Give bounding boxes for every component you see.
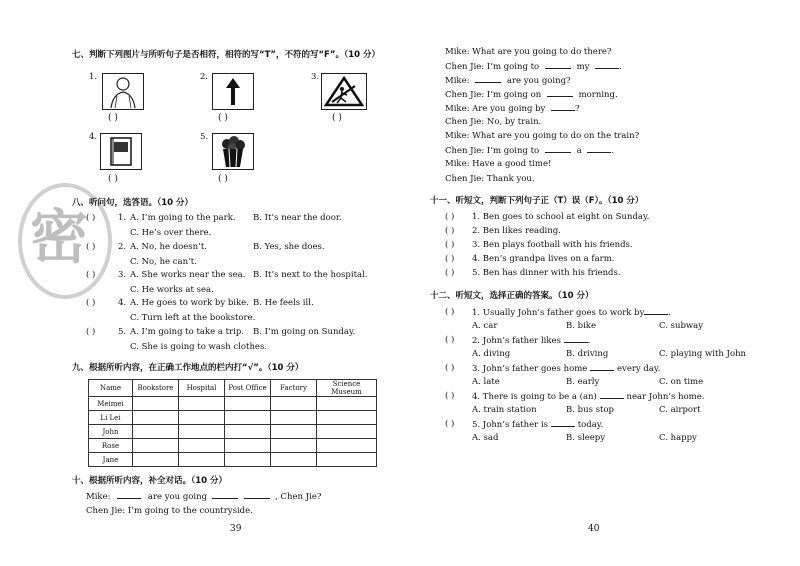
dialogue-text: .	[619, 62, 622, 72]
table-row	[89, 453, 377, 467]
option-c: C. airport	[659, 405, 701, 415]
table-header-row	[89, 380, 377, 397]
option-c: C. No, he can’t.	[130, 257, 197, 267]
option-a: A. She works near the sea.	[130, 270, 246, 280]
option-a: A. I’m going to the park.	[130, 213, 236, 223]
statement-text: 3. Ben plays football with his friends.	[472, 240, 633, 250]
check-cell[interactable]	[179, 425, 225, 439]
option-b: B. early	[566, 377, 600, 387]
dialogue-line: Mike: Have a good time!	[445, 159, 552, 169]
check-cell[interactable]	[317, 425, 377, 439]
blank[interactable]	[644, 307, 668, 315]
blank[interactable]	[551, 103, 575, 111]
row-name: Rose	[89, 439, 133, 453]
option-b: B. I’m going on Sunday.	[253, 327, 356, 337]
answer-paren[interactable]: ( )	[86, 298, 96, 308]
blank[interactable]	[595, 61, 619, 69]
check-cell[interactable]	[271, 411, 317, 425]
stem-text: 2. John’s father likes	[472, 336, 561, 346]
picture-5-number: 5.	[200, 132, 209, 142]
check-cell[interactable]	[271, 439, 317, 453]
header-cell: Post Office	[225, 380, 271, 397]
check-cell[interactable]	[179, 439, 225, 453]
row-name: John	[89, 425, 133, 439]
section-9-title: 九、根据所听内容，在正确工作地点的栏内打“√”。（10 分）	[72, 363, 304, 373]
section-7-title: 七、判断下列图片与所听句子是否相符，相符的写“T”，不符的写“F”。（10 分）	[72, 50, 380, 60]
blank[interactable]	[244, 491, 270, 499]
picture-3-number: 3.	[311, 72, 320, 82]
question-number: 2.	[118, 242, 127, 252]
dialogue-text: Chen Jie: I’m going to	[445, 146, 540, 156]
table-row	[89, 397, 377, 411]
answer-paren[interactable]: ( )	[445, 419, 455, 429]
blank[interactable]	[551, 419, 575, 427]
question-stem	[472, 419, 603, 430]
picture-2-number: 2.	[200, 72, 209, 82]
check-cell[interactable]	[225, 411, 271, 425]
dialogue-text: .	[611, 146, 615, 156]
stem-end: near John’s home.	[626, 392, 705, 402]
check-cell[interactable]	[317, 439, 377, 453]
person-icon	[103, 74, 143, 109]
option-b: B. bike	[566, 321, 596, 331]
dialogue-line: Chen Jie: Thank you.	[445, 174, 535, 184]
question-number: 4.	[118, 298, 127, 308]
option-a: A. I’m going to take a trip.	[130, 327, 244, 337]
check-cell[interactable]	[179, 453, 225, 467]
section-10-title: 十、根据所听内容，补全对话。（10 分）	[72, 476, 228, 486]
dialogue-text: are you going?	[506, 76, 571, 86]
option-a: A. He goes to work by bike.	[130, 298, 249, 308]
popcorn-icon	[213, 134, 253, 169]
stem-text: 5. John’s father is	[472, 420, 549, 430]
picture-2-answer[interactable]: ( )	[218, 113, 228, 123]
section-12-title: 十二、听短文，选择正确的答案。（10 分）	[430, 291, 594, 301]
question-number: 1.	[118, 213, 127, 223]
answer-paren[interactable]: ( )	[445, 391, 455, 401]
blank[interactable]	[117, 491, 141, 499]
question-stem	[472, 363, 660, 374]
blank[interactable]	[587, 145, 611, 153]
blank[interactable]	[545, 61, 571, 69]
row-name: Meimei	[89, 397, 133, 411]
stem-text: 1. Usually John’s father goes to work by	[472, 308, 645, 318]
check-cell[interactable]	[133, 411, 179, 425]
blank[interactable]	[590, 363, 614, 371]
check-cell[interactable]	[317, 411, 377, 425]
option-a: A. No, he doesn’t.	[130, 242, 207, 252]
header-cell: Name	[89, 380, 133, 397]
option-c: C. Turn left at the bookstore.	[130, 313, 256, 323]
page-number-right: 40	[588, 524, 600, 534]
option-a: A. diving	[472, 349, 511, 359]
dialogue-line: Chen Jie: No, by train.	[445, 117, 542, 127]
dialogue-line	[445, 103, 580, 114]
dialogue-text: a	[576, 146, 582, 156]
stem-end: .	[587, 336, 591, 346]
dialogue-line	[445, 145, 614, 156]
picture-5-answer[interactable]: ( )	[218, 174, 228, 184]
blank[interactable]	[545, 145, 571, 153]
check-cell[interactable]	[271, 397, 317, 411]
option-b: B. bus stop	[566, 405, 614, 415]
check-cell[interactable]	[133, 425, 179, 439]
statement-text: 1. Ben goes to school at eight on Sunday.	[472, 212, 650, 222]
check-cell[interactable]	[179, 411, 225, 425]
option-a: A. train station	[472, 405, 537, 415]
answer-paren[interactable]: ( )	[445, 226, 455, 236]
row-name: Jane	[89, 453, 133, 467]
statement-text: 2. Ben likes reading.	[472, 226, 561, 236]
option-c: C. happy	[659, 433, 697, 443]
dialogue-text: my	[576, 62, 590, 72]
option-c: C. He’s over there.	[130, 228, 212, 238]
picture-1-number: 1.	[89, 72, 98, 82]
check-cell[interactable]	[271, 453, 317, 467]
dialogue-line-1	[86, 491, 321, 502]
question-stem	[472, 335, 590, 346]
question-number: 5.	[118, 327, 127, 337]
statement-text: 4. Ben’s grandpa lives on a farm.	[472, 254, 615, 264]
option-b: B. He feels ill.	[253, 298, 314, 308]
dialogue-text: ?	[575, 104, 580, 114]
check-cell[interactable]	[271, 425, 317, 439]
dialogue-text: , Chen Jie?	[275, 492, 322, 502]
option-a: A. car	[472, 321, 498, 331]
picture-2	[212, 73, 254, 110]
statement-text: 5. Ben has dinner with his friends.	[472, 268, 621, 278]
dialogue-line: Mike: What are you going to do on the train?	[445, 131, 640, 141]
stem-end: every day.	[617, 364, 661, 374]
dialogue-text: are you going	[147, 492, 208, 502]
header-cell: Factory	[271, 380, 317, 397]
option-c: C. on time	[659, 377, 704, 387]
answer-paren[interactable]: ( )	[445, 363, 455, 373]
table-row	[89, 425, 377, 439]
picture-1	[102, 73, 144, 110]
answer-paren[interactable]: ( )	[445, 254, 455, 264]
dialogue-line	[445, 75, 571, 86]
row-name: Li Lei	[89, 411, 133, 425]
blank[interactable]	[600, 391, 624, 399]
answer-paren[interactable]: ( )	[445, 335, 455, 345]
blank[interactable]	[212, 491, 238, 499]
answer-paren[interactable]: ( )	[86, 242, 96, 252]
check-cell[interactable]	[317, 397, 377, 411]
dialogue-line: Mike: What are you going to do there?	[445, 47, 612, 57]
question-stem	[472, 307, 671, 318]
speaker: Mike:	[86, 492, 111, 502]
dialogue-line	[445, 89, 618, 100]
option-c: C. He works at sea.	[130, 285, 214, 295]
check-cell[interactable]	[133, 453, 179, 467]
option-c: C. subway	[659, 321, 704, 331]
check-cell[interactable]	[179, 397, 225, 411]
picture-4-number: 4.	[89, 132, 98, 142]
check-cell[interactable]	[225, 439, 271, 453]
answer-paren[interactable]: ( )	[86, 270, 96, 280]
option-b: B. sleepy	[566, 433, 606, 443]
blank[interactable]	[547, 89, 573, 97]
dialogue-text: Mike: Are you going by	[445, 104, 546, 114]
answer-paren[interactable]: ( )	[445, 307, 455, 317]
stem-text: 4. There is going to be a (an)	[472, 392, 597, 402]
section-8-title: 八、听问句，选答语。（10 分）	[72, 198, 194, 208]
blank[interactable]	[564, 335, 588, 343]
workplace-table	[88, 379, 377, 467]
answer-paren[interactable]: ( )	[86, 327, 96, 337]
page-number-left: 39	[230, 524, 242, 534]
option-b: B. driving	[566, 349, 609, 359]
up-arrow-sign-icon	[213, 74, 253, 109]
answer-paren[interactable]: ( )	[445, 212, 455, 222]
question-stem	[472, 391, 704, 402]
question-number: 3.	[118, 270, 127, 280]
option-c: C. She is going to wash clothes.	[130, 342, 268, 352]
check-cell[interactable]	[317, 453, 377, 467]
option-b: B. It’s near the door.	[253, 213, 342, 223]
book-icon	[101, 134, 141, 169]
header-cell: Science Museum	[317, 380, 377, 397]
answer-paren[interactable]: ( )	[445, 240, 455, 250]
header-cell: Hospital	[179, 380, 225, 397]
dialogue-line-2: Chen Jie: I’m going to the countryside.	[86, 506, 253, 516]
blank[interactable]	[475, 75, 501, 83]
picture-5	[212, 133, 254, 170]
check-cell[interactable]	[225, 425, 271, 439]
picture-4-answer[interactable]: ( )	[108, 174, 118, 184]
picture-4	[100, 133, 142, 170]
stem-end: .	[668, 308, 672, 318]
header-cell: Bookstore	[133, 380, 179, 397]
dialogue-text: Mike:	[445, 76, 470, 86]
table-row	[89, 411, 377, 425]
dialogue-text: morning.	[578, 90, 618, 100]
option-b: B. It’s next to the hospital.	[253, 270, 368, 280]
table-row	[89, 439, 377, 453]
check-cell[interactable]	[133, 397, 179, 411]
option-b: B. Yes, she does.	[253, 242, 325, 252]
section-11-title: 十一、听短文，判断下列句子正（T）误（F）。（10 分）	[430, 196, 644, 206]
stem-end: today.	[577, 420, 604, 430]
picture-3-answer[interactable]: ( )	[332, 113, 342, 123]
picture-1-answer[interactable]: ( )	[108, 113, 118, 123]
dialogue-line	[445, 61, 622, 72]
check-cell[interactable]	[225, 397, 271, 411]
dialogue-text: Chen Jie: I’m going to	[445, 62, 540, 72]
stem-text: 3. John’s father goes home	[472, 364, 588, 374]
option-a: A. late	[472, 377, 500, 387]
check-cell[interactable]	[225, 453, 271, 467]
no-walking-sign-icon	[322, 74, 366, 109]
check-cell[interactable]	[133, 439, 179, 453]
answer-paren[interactable]: ( )	[86, 213, 96, 223]
watermark-character: 密	[30, 203, 89, 271]
option-a: A. sad	[472, 433, 499, 443]
dialogue-text: Chen Jie: I’m going on	[445, 90, 542, 100]
answer-paren[interactable]: ( )	[445, 268, 455, 278]
picture-3	[321, 73, 367, 110]
option-c: C. playing with John	[659, 349, 747, 359]
